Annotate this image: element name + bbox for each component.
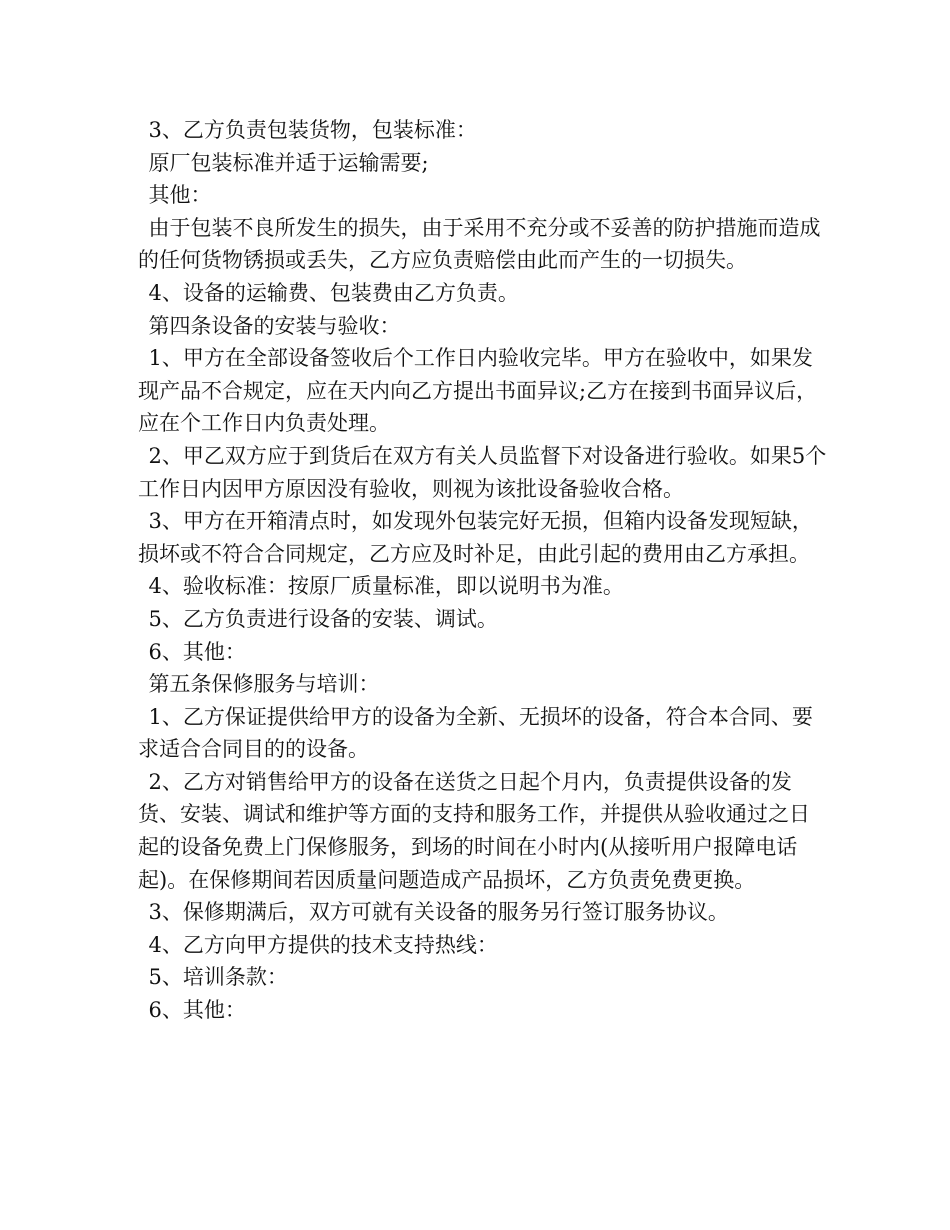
- paragraph: 3、乙方负责包装货物，包装标准：: [148, 118, 477, 142]
- paragraph: 2、甲乙双方应于到货后在双方有关人员监督下对设备进行验收。如果5个工作日内因甲方原因没有验收，则视为该批设备验收合格。: [138, 443, 827, 501]
- paragraph: 1、乙方保证提供给甲方的设备为全新、无损坏的设备，符合本合同、要求适合合同目的的设备。: [138, 704, 813, 762]
- paragraph: 原厂包装标准并适于运输需要;: [148, 150, 429, 175]
- paragraph: 其他：: [148, 183, 212, 208]
- paragraph: 4、设备的运输费、包装费由乙方负责。: [148, 280, 519, 305]
- paragraph: 4、乙方向甲方提供的技术支持热线：: [148, 932, 498, 957]
- paragraph: 2、乙方对销售给甲方的设备在送货之日起个月内，负责提供设备的发货、安装、调试和维护等方面的支持和服务工作，并提供从验收通过之日起的设备免费上门保修服务，到场的时间在小时内(从接听用户报障电话起)。在保修期间若因质量问题造成产品损坏，乙方负责免费更换。: [138, 769, 810, 892]
- paragraph: 5、培训条款：: [148, 965, 288, 990]
- paragraph: 由于包装不良所发生的损失，由于采用不充分或不妥善的防护措施而造成的任何货物锈损或丢失，乙方应负责赔偿由此而产生的一切损失。: [138, 215, 821, 273]
- section-heading: 第四条设备的安装与验收：: [148, 313, 401, 338]
- paragraph: 3、保修期满后，双方可就有关设备的服务另行签订服务协议。: [148, 900, 729, 925]
- document-body: [138, 114, 828, 1027]
- paragraph: 6、其他：: [148, 998, 246, 1023]
- section-heading: 第五条保修服务与培训：: [148, 672, 380, 697]
- paragraph: 5、乙方负责进行设备的安装、调试。: [148, 606, 498, 631]
- paragraph: 3、甲方在开箱清点时，如发现外包装完好无损，但箱内设备发现短缺，损坏或不符合合同规定，乙方应及时补足，由此引起的费用由乙方承担。: [138, 509, 813, 566]
- paragraph: 6、其他：: [148, 639, 246, 664]
- paragraph: 1、甲方在全部设备签收后个工作日内验收完毕。甲方在验收中，如果发现产品不合规定，应在天内向乙方提出书面异议;乙方在接到书面异议后，应在个工作日内负责处理。: [138, 346, 818, 436]
- paragraph: 4、验收标准：按原厂质量标准，即以说明书为准。: [148, 574, 624, 599]
